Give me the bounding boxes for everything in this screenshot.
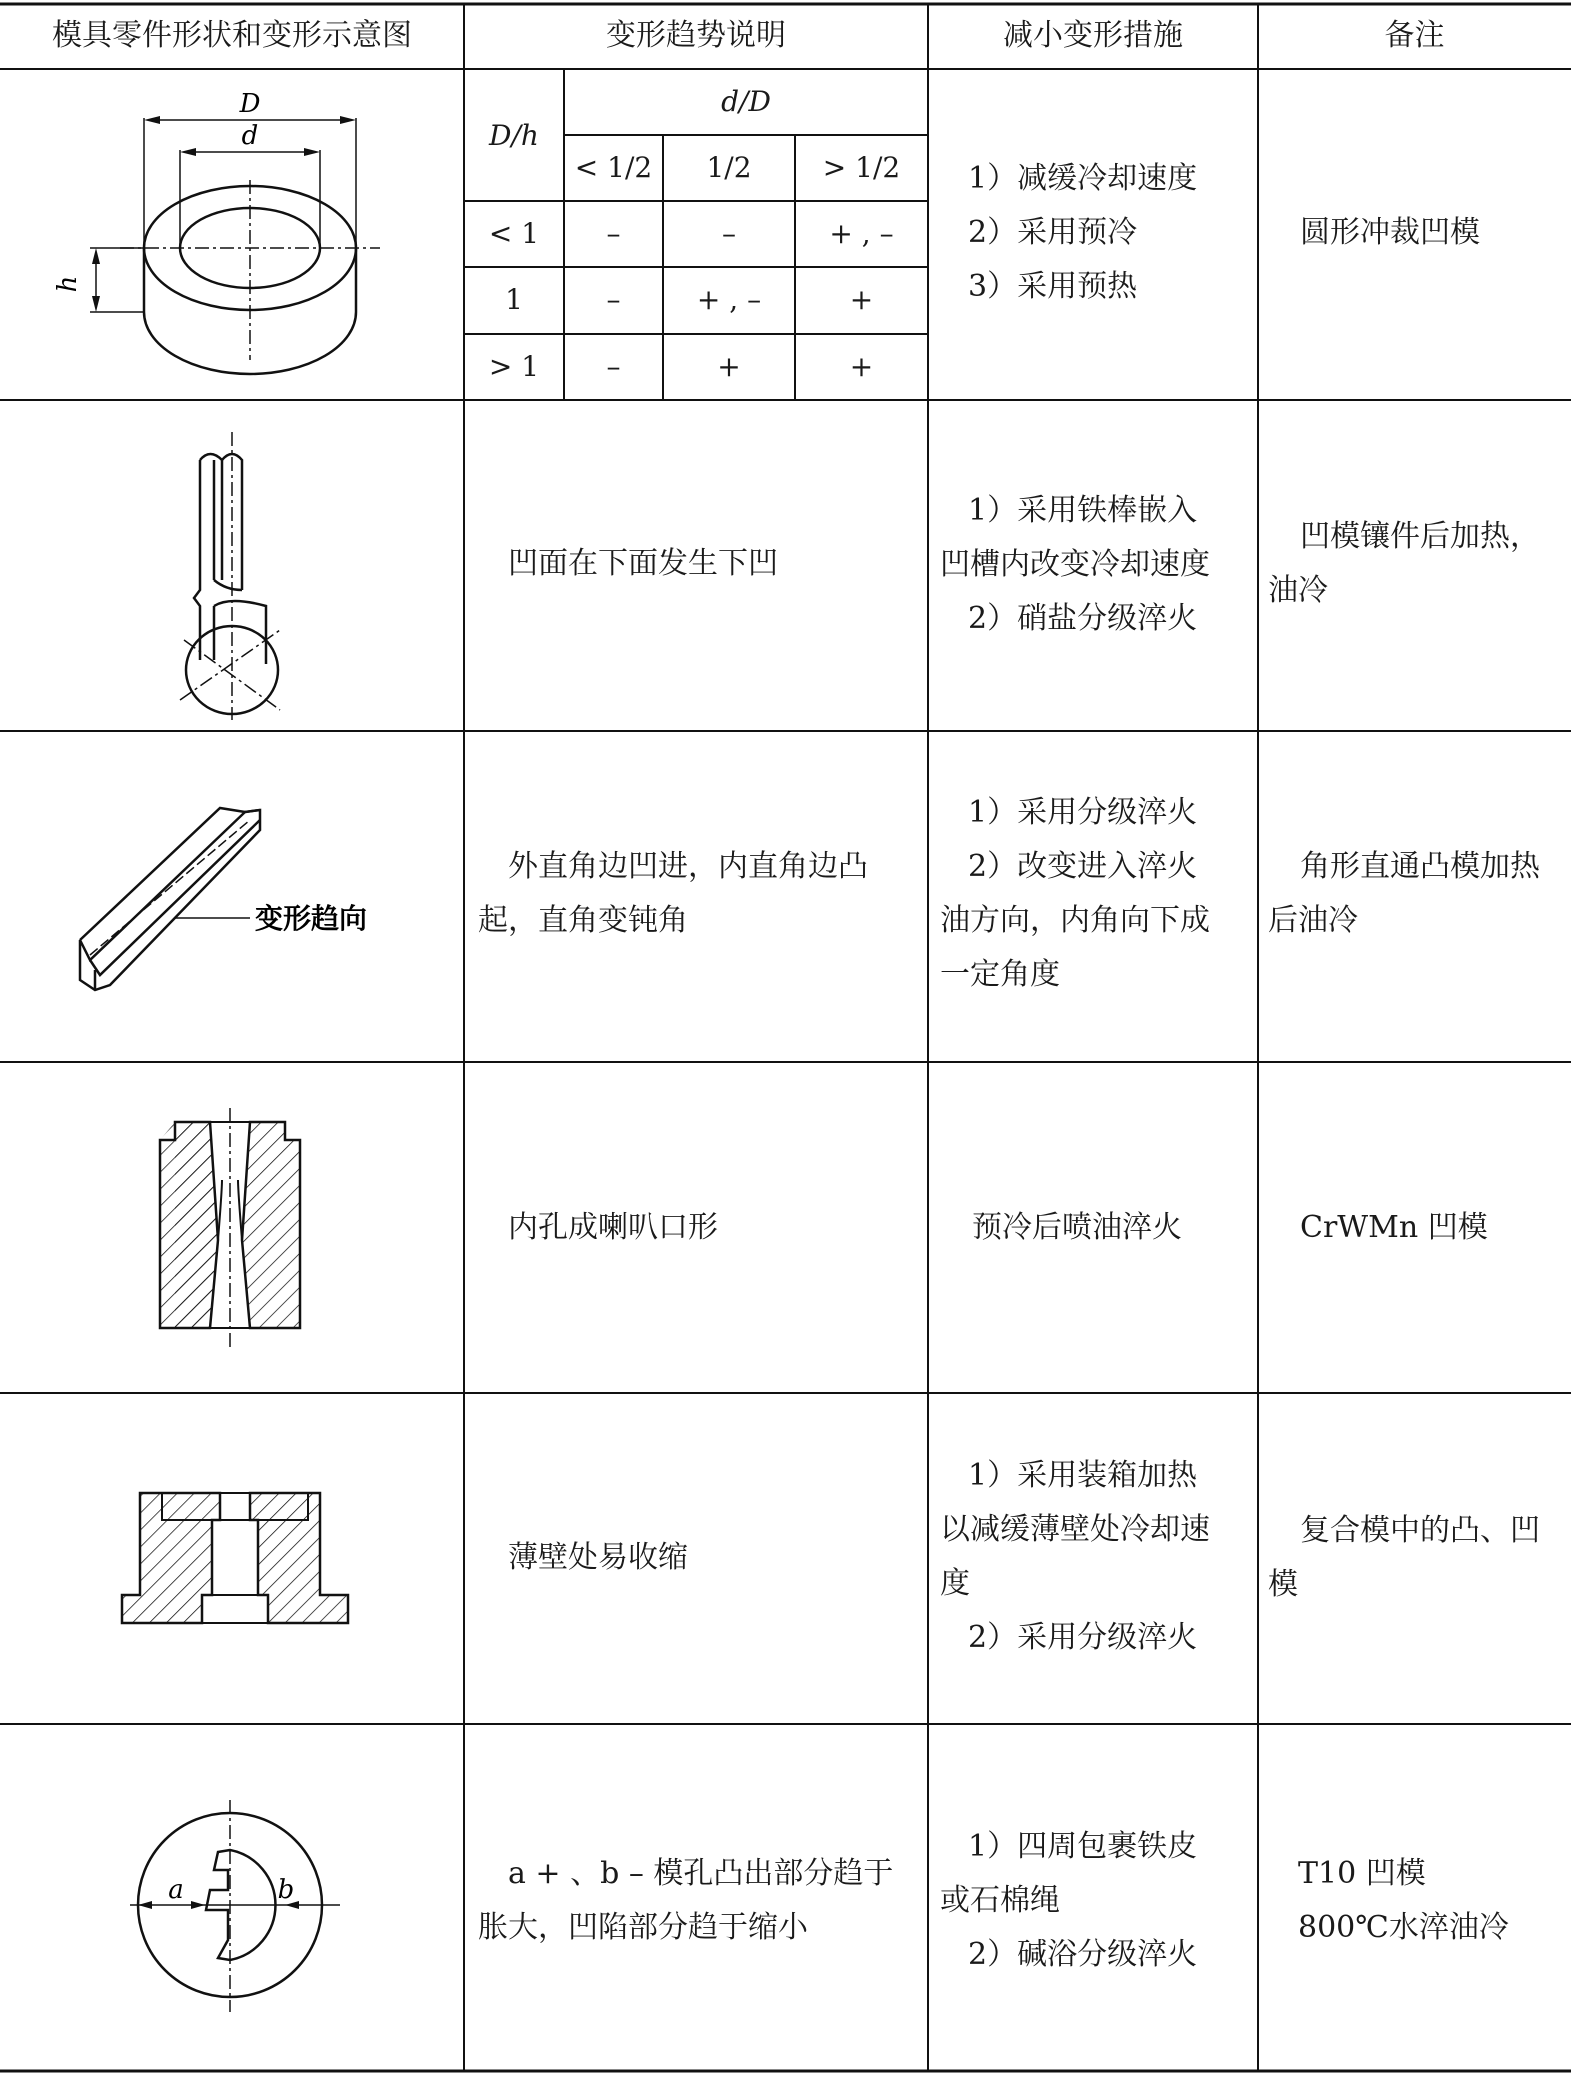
measures-row3 <box>940 786 1258 1002</box>
nested-cell: + , – <box>829 217 894 250</box>
label-b: b <box>277 1875 295 1905</box>
nested-row-head: > 1 <box>488 350 540 383</box>
angle-punch-diagram <box>60 790 420 1010</box>
note-line: T10 凹模 <box>1298 1856 1426 1891</box>
trend-row2 <box>508 537 923 591</box>
trend-line: 起，直角变钝角 <box>478 903 688 938</box>
measure-line: 预冷后喷油淬火 <box>972 1210 1182 1245</box>
measure-line: 以减缓薄壁处冷却速 <box>940 1512 1210 1547</box>
measure-line: 或石棉绳 <box>940 1883 1060 1918</box>
nested-group: d/D <box>721 85 771 118</box>
note-row4 <box>1300 1201 1565 1255</box>
trend-line: 内孔成喇叭口形 <box>508 1210 718 1245</box>
nested-row-head: 1 <box>505 283 523 316</box>
nested-cell: – <box>606 217 621 250</box>
header-col1: 模具零件形状和变形示意图 <box>52 18 412 53</box>
trend-line: 薄壁处易收缩 <box>508 1540 688 1575</box>
label-d: d <box>241 121 259 151</box>
note-line: CrWMn 凹模 <box>1300 1210 1488 1245</box>
trend-row6 <box>478 1847 923 1955</box>
nested-col-head: 1/2 <box>706 151 752 184</box>
note-row2 <box>1268 510 1568 618</box>
measure-line: 1）四周包裹铁皮 <box>968 1829 1198 1864</box>
note-line: 模 <box>1268 1567 1298 1602</box>
trend-line: a + 、b – 模孔凸出部分趋于 <box>508 1856 894 1891</box>
trend-line: 胀大，凹陷部分趋于缩小 <box>478 1910 808 1945</box>
note-line: 后油冷 <box>1268 903 1358 938</box>
measure-line: 1）采用铁棒嵌入 <box>968 493 1198 528</box>
note-line: 油冷 <box>1268 573 1328 608</box>
measures-row6 <box>940 1820 1258 1982</box>
measure-line: 1）采用装箱加热 <box>968 1458 1198 1493</box>
nested-cell: – <box>606 350 621 383</box>
note-line: 角形直通凸模加热 <box>1300 849 1540 884</box>
deform-direction-label: 变形趋向 <box>255 902 368 935</box>
measure-line: 1）减缓冷却速度 <box>968 161 1198 196</box>
note-row5 <box>1268 1504 1568 1612</box>
note-row3 <box>1268 840 1568 948</box>
label-h: h <box>53 275 83 293</box>
measures-row2 <box>940 484 1258 646</box>
nested-cell: + <box>717 350 741 383</box>
measures-row4 <box>972 1201 1252 1255</box>
label-D: D <box>239 89 261 119</box>
note-row1 <box>1300 206 1565 260</box>
label-a: a <box>168 1875 184 1905</box>
note-line: 复合模中的凸、凹 <box>1300 1513 1540 1548</box>
nested-cell: – <box>606 283 621 316</box>
measure-line: 凹槽内改变冷却速度 <box>940 547 1210 582</box>
header-col2: 变形趋势说明 <box>606 18 786 53</box>
nested-col-head: < 1/2 <box>574 151 653 184</box>
measure-line: 2）采用预冷 <box>968 215 1138 250</box>
trend-line: 凹面在下面发生下凹 <box>508 546 778 581</box>
header-col3: 减小变形措施 <box>1003 18 1183 53</box>
trend-row4 <box>508 1201 923 1255</box>
trend-row5 <box>508 1531 923 1585</box>
trend-line: 外直角边凹进，内直角边凸 <box>508 849 868 884</box>
measure-line: 1）采用分级淬火 <box>968 795 1198 830</box>
note-line: 800℃水淬油冷 <box>1298 1910 1509 1945</box>
measures-row1 <box>968 152 1253 314</box>
nested-cell: + , – <box>696 283 762 316</box>
note-line: 凹模镶件后加热， <box>1300 519 1540 554</box>
measure-line: 3）采用预热 <box>968 269 1138 304</box>
note-line: 圆形冲裁凹模 <box>1300 215 1480 250</box>
measure-line: 2）改变进入淬火 <box>968 849 1198 884</box>
ring-diagram <box>53 80 420 390</box>
measure-line: 2）硝盐分级淬火 <box>968 601 1198 636</box>
measure-line: 2）采用分级淬火 <box>968 1620 1198 1655</box>
nested-row-head: < 1 <box>488 217 540 250</box>
measures-row5 <box>940 1449 1258 1665</box>
nested-cell: + <box>849 350 874 383</box>
nested-col-head: > 1/2 <box>822 151 901 184</box>
nested-cell: + <box>849 283 874 316</box>
nested-cell: – <box>722 217 736 250</box>
measure-line: 度 <box>940 1566 970 1601</box>
trend-row3 <box>478 840 923 948</box>
thin-wall-diagram <box>110 1475 360 1645</box>
round-hole-diagram <box>110 1790 360 2020</box>
measure-line: 一定角度 <box>940 957 1060 992</box>
nested-corner: D/h <box>489 119 539 152</box>
flared-hole-diagram <box>130 1100 330 1360</box>
note-row6 <box>1298 1847 1568 1955</box>
header-col4: 备注 <box>1384 18 1445 53</box>
measure-line: 2）碱浴分级淬火 <box>968 1937 1198 1972</box>
measure-line: 油方向，内角向下成 <box>940 903 1210 938</box>
rod-diagram <box>170 420 300 720</box>
